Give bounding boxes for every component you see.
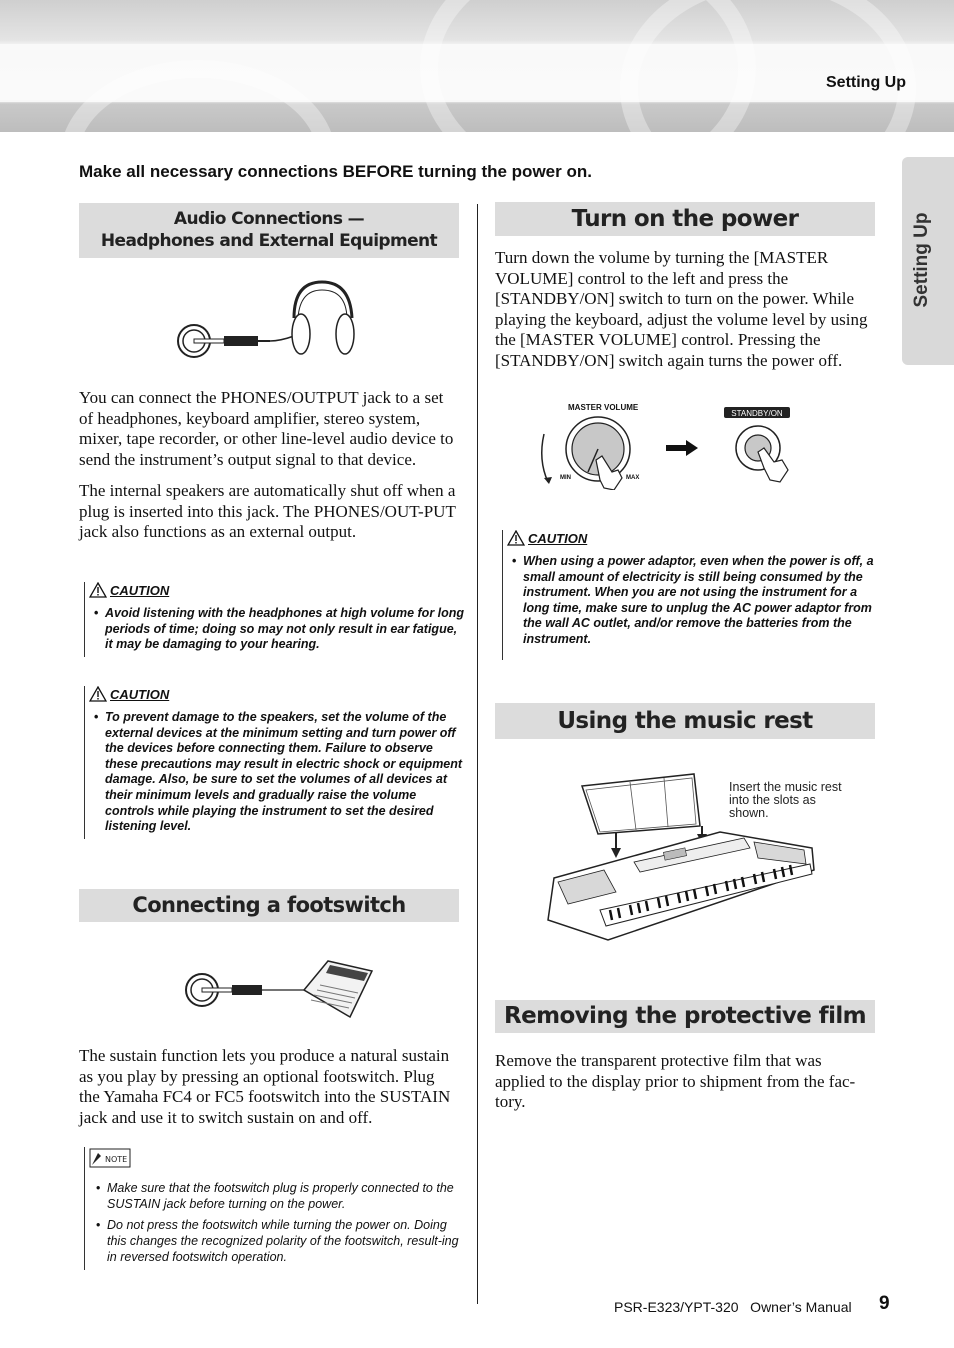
side-tab-label: Setting Up bbox=[911, 212, 932, 308]
music-rest-caption: Insert the music rest into the slots as shown. bbox=[729, 780, 842, 820]
header-band bbox=[0, 0, 954, 132]
master-volume-label: MASTER VOLUME bbox=[568, 403, 639, 412]
intro-heading: Make all necessary connections BEFORE turning the power on. bbox=[79, 162, 592, 181]
note-item: • Do not press the footswitch while turning the power on. Doing this changes the recognized polarity of the footswitch, result-ing in reversed footswitch operation. bbox=[107, 1217, 467, 1265]
film-heading: Removing the protective film bbox=[495, 1000, 875, 1033]
power-figure bbox=[530, 398, 800, 490]
header-section-label: Setting Up bbox=[826, 74, 906, 91]
music-rest-heading: Using the music rest bbox=[495, 703, 875, 739]
film-para: Remove the transparent protective film that was applied to the display prior to shipment from the fac-tory. bbox=[495, 1051, 856, 1111]
caution-item: • When using a power adaptor, even when the power is off, a small amount of electricity is still being consumed by the instrument. When you are not using the instrument for a long time, make sure to unplug the AC power adaptor from the wall AC outlet, and/or remove the batteries from the instrument. bbox=[523, 554, 883, 648]
caution-label: CAUTION bbox=[110, 582, 170, 598]
headphones-figure bbox=[170, 278, 370, 362]
note-item: • Make sure that the footswitch plug is properly connected to the SUSTAIN jack before turning on the power. bbox=[107, 1180, 467, 1212]
footswitch-para: The sustain function lets you produce a natural sustain as you play by pressing an optional footswitch. Plug the Yamaha FC4 or FC5 footswitch into the SUSTAIN jack and use it to switch sustain on and off. bbox=[79, 1046, 451, 1127]
note-icon bbox=[89, 1147, 131, 1169]
power-heading: Turn on the power bbox=[495, 202, 875, 236]
caution-item: • To prevent damage to the speakers, set the volume of the external devices at the minimum setting and turn power off the devices before connecting them. Failure to observe these precautions may result in electric shock or equipment damage. Also, be sure to set the volumes of all devices at their minimum levels and gradually raise the volume controls while playing the instrument to set the desired listening level. bbox=[105, 710, 465, 835]
audio-para-2: The internal speakers are automatically shut off when a plug is inserted into this jack. The PHONES/OUT-PUT jack also functions as an external output. bbox=[79, 481, 456, 541]
audio-para-1: You can connect the PHONES/OUTPUT jack to a set of headphones, keyboard amplifier, stereo system, mixer, tape recorder, or other line-level audio device to send the instrument’s output signal to that device. bbox=[79, 388, 454, 469]
footswitch-body bbox=[79, 1046, 459, 1139]
min-label: MIN bbox=[560, 475, 571, 481]
warning-icon bbox=[507, 530, 525, 546]
audio-heading-line2: Headphones and External Equipment bbox=[100, 231, 438, 251]
column-divider bbox=[477, 204, 478, 1304]
footer-manual: PSR-E323/YPT-320 Owner’s Manual bbox=[614, 1299, 852, 1315]
caution-box-power bbox=[502, 530, 883, 660]
page-number: 9 bbox=[879, 1293, 890, 1314]
caution-box-headphones bbox=[84, 582, 465, 657]
footswitch-figure bbox=[180, 955, 380, 1023]
caution-box-speakers bbox=[84, 686, 465, 839]
max-label: MAX bbox=[626, 475, 640, 481]
note-label: NOTE bbox=[105, 1155, 128, 1164]
warning-icon bbox=[89, 582, 107, 598]
caution-item: • Avoid listening with the headphones at high volume for long periods of time; doing so may not only result in ear fatigue, it may be damaging to your hearing. bbox=[105, 606, 465, 653]
caution-label: CAUTION bbox=[528, 530, 588, 546]
side-tab bbox=[902, 157, 954, 365]
film-body bbox=[495, 1051, 875, 1124]
power-body bbox=[495, 248, 877, 382]
footswitch-heading: Connecting a footswitch bbox=[79, 889, 459, 922]
audio-heading bbox=[79, 203, 459, 258]
caution-label: CAUTION bbox=[110, 686, 170, 702]
standby-label: STANDBY/ON bbox=[731, 409, 783, 418]
warning-icon bbox=[89, 686, 107, 702]
power-para: Turn down the volume by turning the [MASTER VOLUME] control to the left and press the [STANDBY/ON] switch to turn on the power. While playing the keyboard, adjust the volume level by using the [MASTER VOLUME] control. Pressing the [STANDBY/ON] switch again turns the power off. bbox=[495, 248, 868, 370]
audio-body bbox=[79, 388, 459, 554]
audio-heading-line1: Audio Connections — bbox=[173, 209, 365, 229]
note-box bbox=[84, 1147, 467, 1270]
